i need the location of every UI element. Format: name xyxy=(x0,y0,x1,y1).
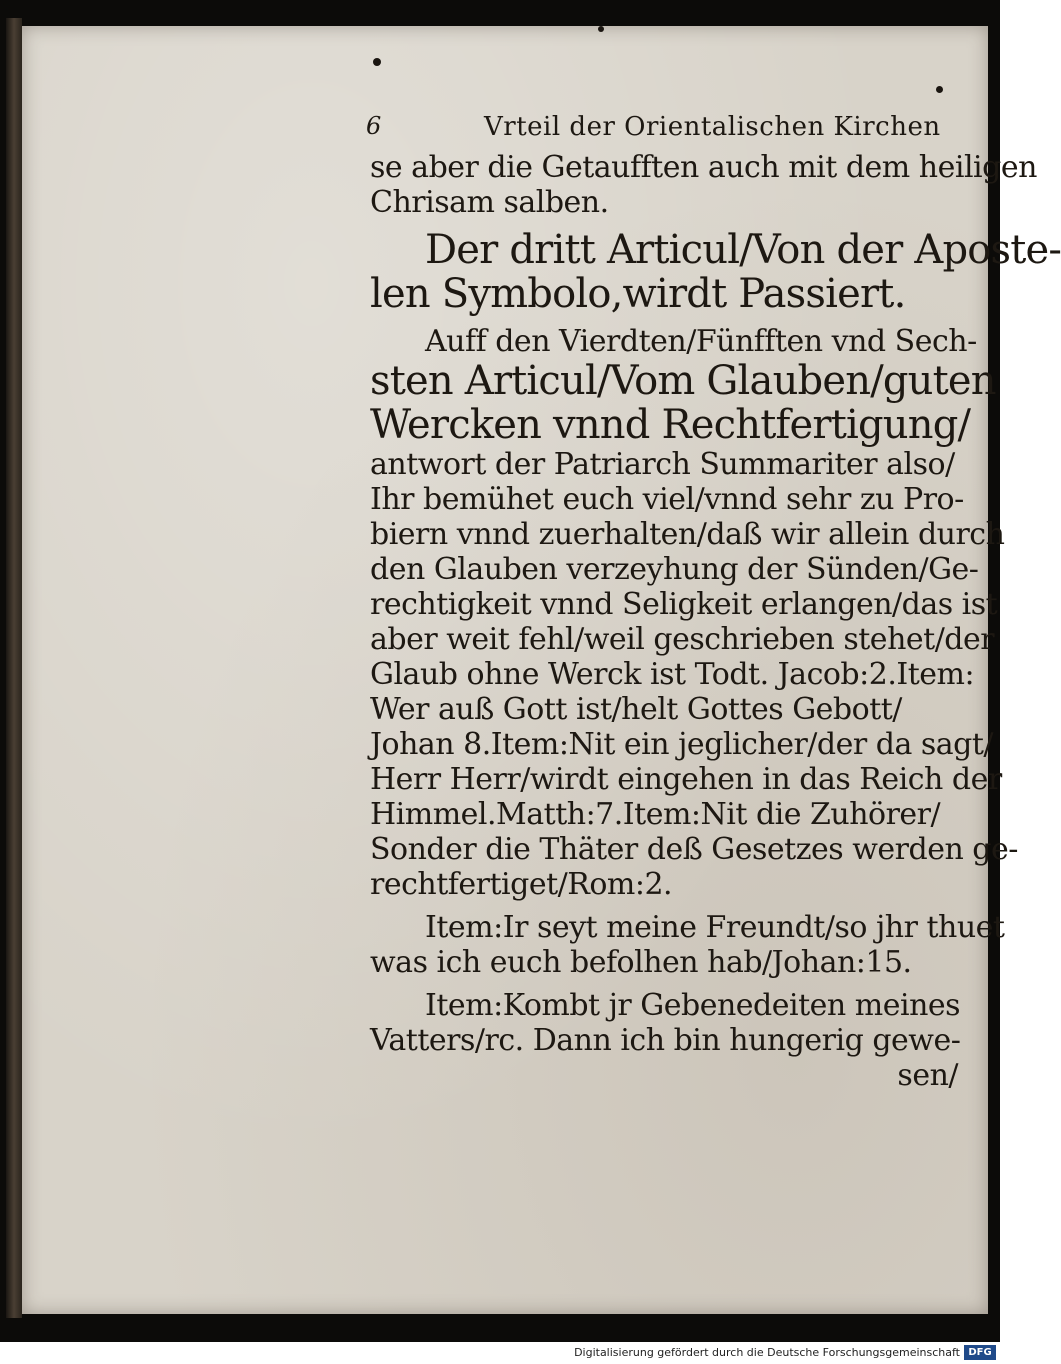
page-number: 6 xyxy=(366,112,382,140)
book-fold-edge xyxy=(6,18,22,1318)
dfg-logo: DFG xyxy=(964,1345,996,1360)
ink-spot xyxy=(936,86,943,93)
running-head: Vrteil der Orientalischen Kirchen xyxy=(484,112,941,142)
catchword: sen/ xyxy=(897,1058,958,1093)
text-line: antwort der Patriarch Summariter also/ xyxy=(370,447,955,482)
text-line: Himmel.Matth:7.Item:Nit die Zuhörer/ xyxy=(370,797,941,832)
text-line: rechtigkeit vnnd Seligkeit erlangen/das ist xyxy=(370,587,998,622)
text-line: rechtfertiget/Rom:2. xyxy=(370,867,673,902)
text-block xyxy=(370,150,1061,1093)
ink-spot xyxy=(373,58,381,66)
text-line: Glaub ohne Werck ist Todt. Jacob:2.Item: xyxy=(370,657,975,692)
text-line: Vatters/rc. Dann ich bin hungerig gewe- xyxy=(370,1023,961,1058)
text-line: se aber die Getaufften auch mit dem heiligen xyxy=(370,150,1037,185)
text-line: Johan 8.Item:Nit ein jeglicher/der da sagt/ xyxy=(370,727,994,762)
section-heading: len Symbolo,wirdt Passiert. xyxy=(370,271,906,317)
text-line: Ihr bemühet euch viel/vnnd sehr zu Pro- xyxy=(370,482,964,517)
section-heading: sten Articul/Vom Glauben/guten xyxy=(370,358,996,404)
section-heading: Der dritt Articul/Von der Aposte- xyxy=(425,227,1061,273)
ink-spot xyxy=(598,26,604,32)
section-heading: Wercken vnnd Rechtfertigung/ xyxy=(370,402,971,448)
text-line: Sonder die Thäter deß Gesetzes werden ge- xyxy=(370,832,1018,867)
text-line: Auff den Vierdten/Fünfften vnd Sech- xyxy=(425,324,977,359)
text-line: Wer auß Gott ist/helt Gottes Gebott/ xyxy=(370,692,902,727)
text-line: Chrisam salben. xyxy=(370,185,609,220)
footer-strip xyxy=(0,1342,1000,1364)
text-line: was ich euch befolhen hab/Johan:15. xyxy=(370,945,912,980)
text-line: Item:Kombt jr Gebenedeiten meines xyxy=(425,988,961,1023)
text-line: aber weit fehl/weil geschrieben stehet/der xyxy=(370,622,995,657)
text-line: Item:Ir seyt meine Freundt/so jhr thuet xyxy=(425,910,1005,945)
text-line: biern vnnd zuerhalten/daß wir allein durch xyxy=(370,517,1005,552)
text-line: Herr Herr/wirdt eingehen in das Reich der xyxy=(370,762,1002,797)
text-line: den Glauben verzeyhung der Sünden/Ge- xyxy=(370,552,979,587)
page-header xyxy=(366,112,956,148)
funding-credit: Digitalisierung gefördert durch die Deutsche Forschungsgemeinschaft xyxy=(574,1346,960,1359)
